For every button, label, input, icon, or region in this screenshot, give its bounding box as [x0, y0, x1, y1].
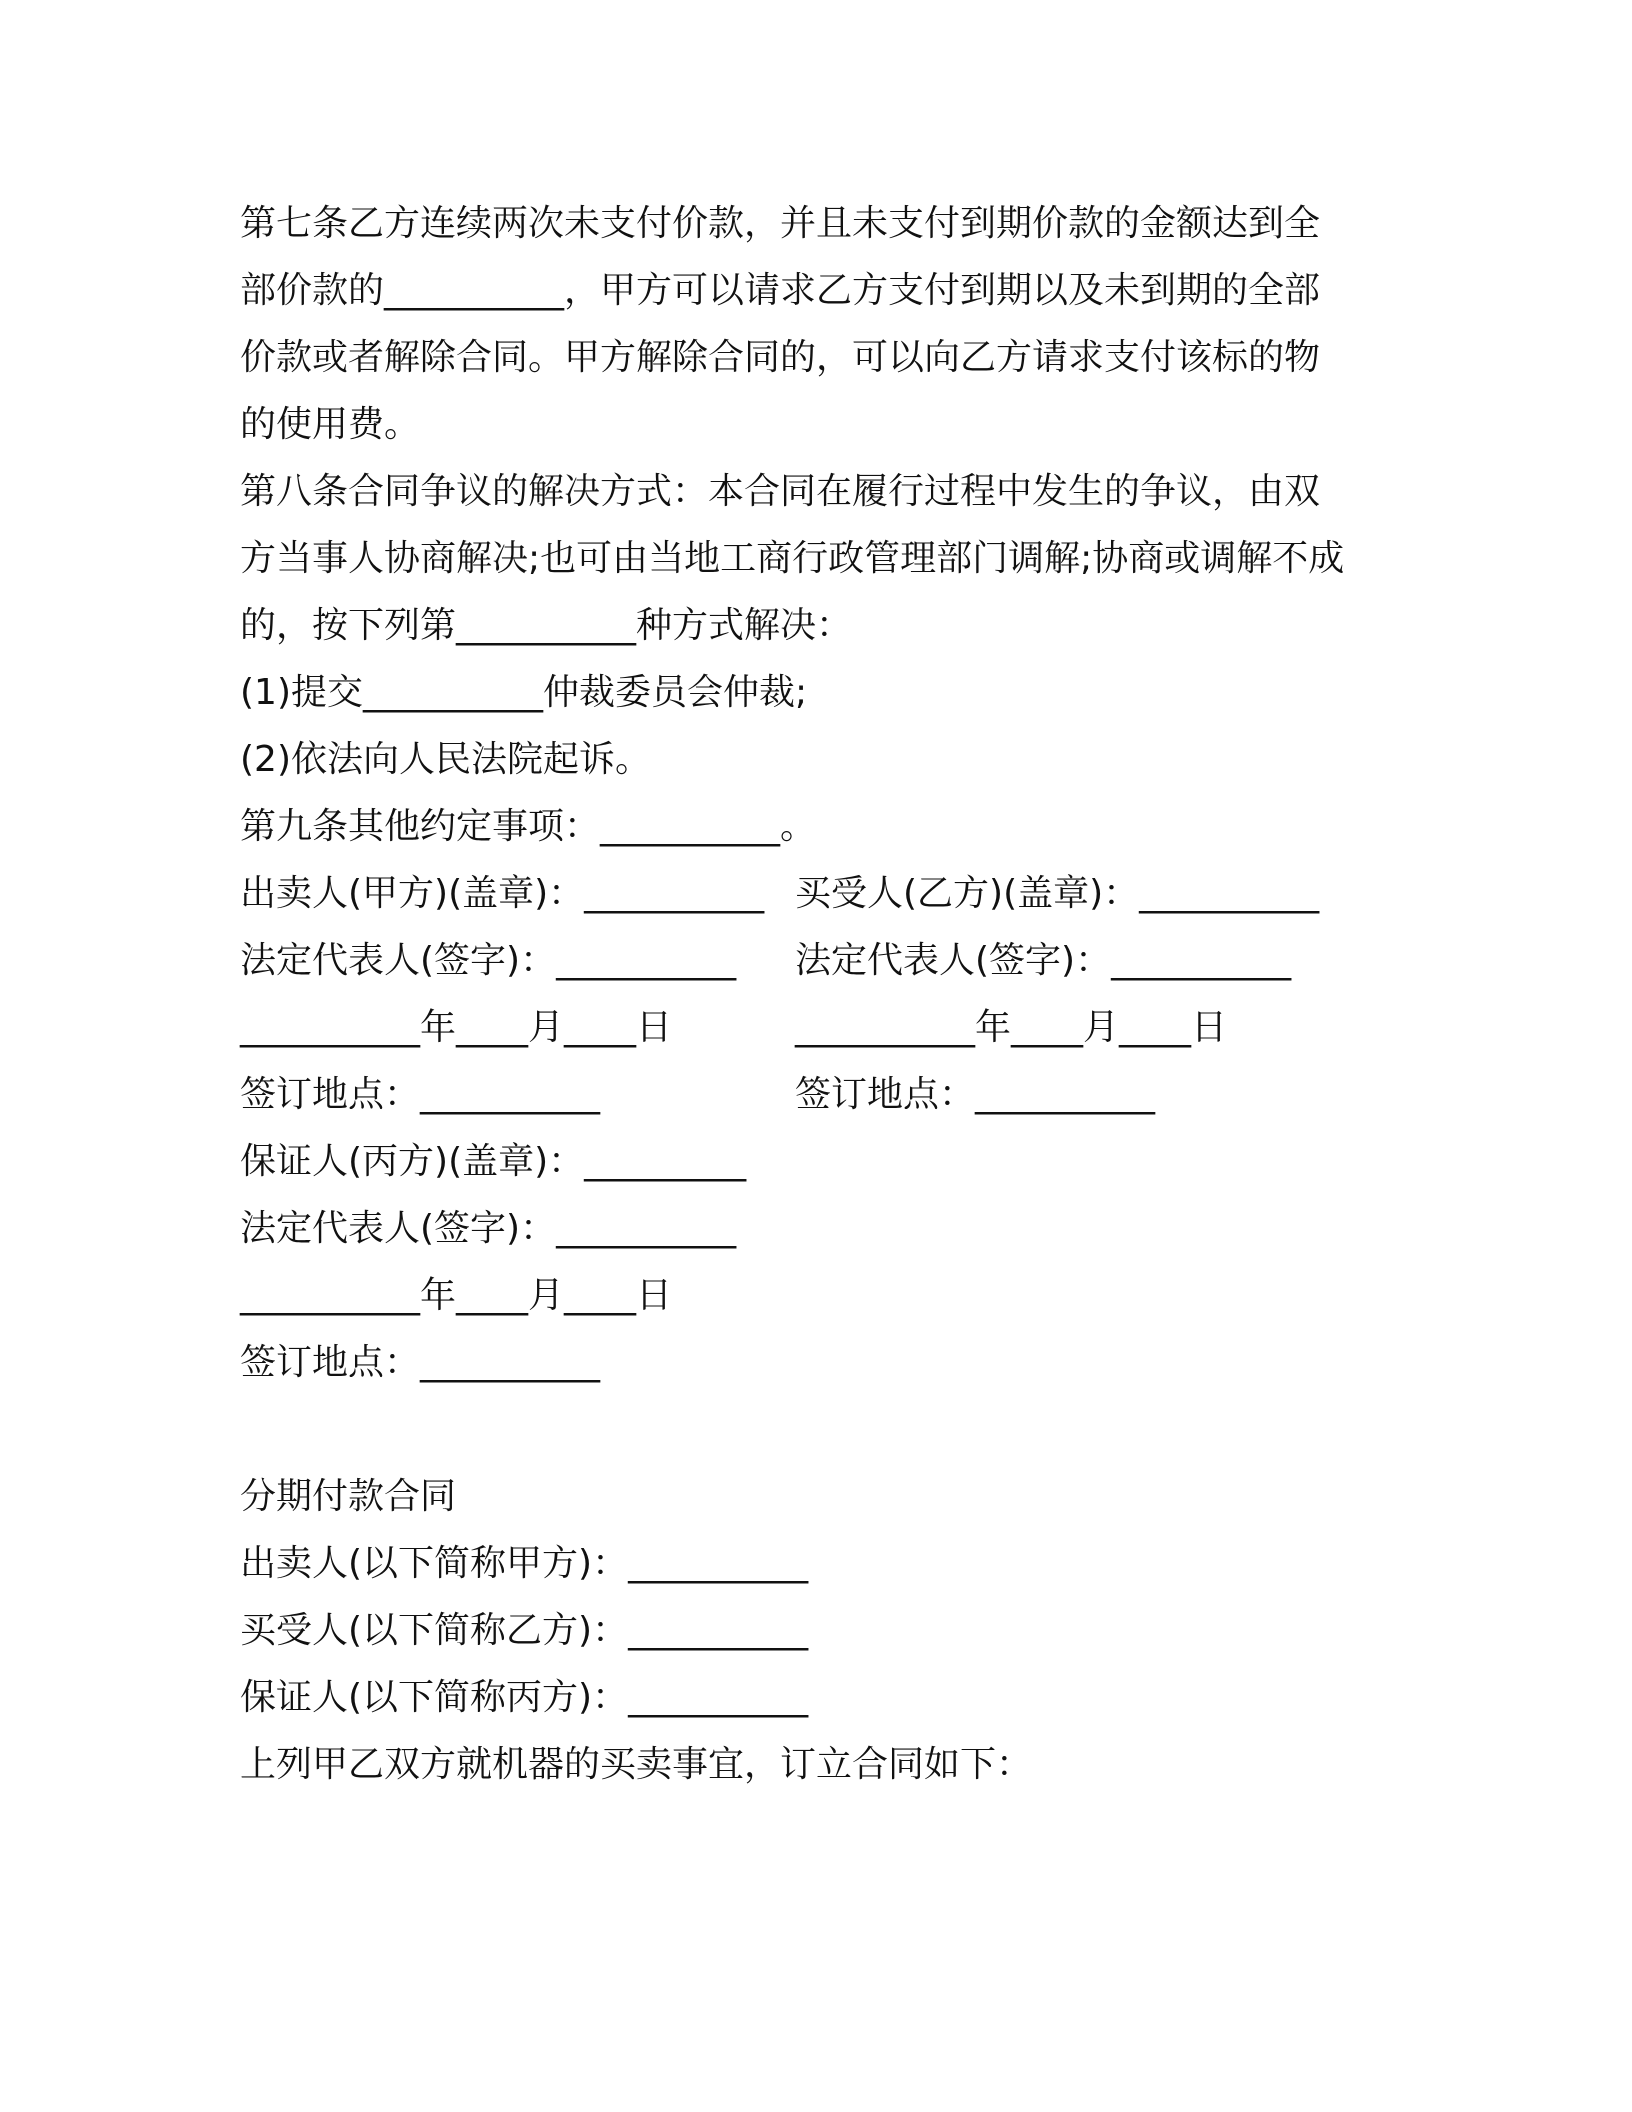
seller-date: __________年____月____日 [240, 1007, 672, 1048]
buyer-rep-label: 法定代表人(签字)：__________ [795, 940, 1292, 981]
contract-intro: 上列甲乙双方就机器的买卖事宜，订立合同如下： [240, 1744, 1033, 1785]
buyer-place: 签订地点：__________ [795, 1074, 1156, 1115]
seller-place: 签订地点：__________ [240, 1074, 601, 1115]
buyer-seal-label: 买受人(乙方)(盖章)：__________ [795, 873, 1320, 914]
article8-line2: 方当事人协商解决;也可由当地工商行政管理部门调解;协商或调解不成 [240, 538, 1345, 579]
guarantor-place: 签订地点：__________ [240, 1342, 601, 1383]
seller-rep-label: 法定代表人(签字)：__________ [240, 940, 737, 981]
article7-line2: 部价款的__________，甲方可以请求乙方支付到期以及未到期的全部 [240, 270, 1321, 311]
section-spacer [240, 1396, 1400, 1463]
article8-line3: 的，按下列第__________种方式解决： [240, 605, 853, 646]
signature-row-rep [240, 927, 1400, 994]
seller-seal-label: 出卖人(甲方)(盖章)：__________ [240, 873, 765, 914]
article7-line1: 第七条乙方连续两次未支付价款，并且未支付到期价款的金额达到全 [240, 203, 1321, 244]
signature-row-date [240, 994, 1400, 1061]
document-body [240, 190, 1400, 1798]
signature-row-place [240, 1061, 1400, 1128]
party-buyer: 买受人(以下简称乙方)：__________ [240, 1610, 809, 1651]
signature-row-seal [240, 860, 1400, 927]
guarantor-seal-label: 保证人(丙方)(盖章)：_________ [240, 1141, 747, 1182]
contract-title: 分期付款合同 [240, 1476, 457, 1517]
article8-line1: 第八条合同争议的解决方式：本合同在履行过程中发生的争议，由双 [240, 471, 1321, 512]
article7-line3: 价款或者解除合同。甲方解除合同的，可以向乙方请求支付该标的物 [240, 337, 1321, 378]
article8-option1: (1)提交__________仲裁委员会仲裁; [240, 672, 808, 713]
guarantor-date: __________年____月____日 [240, 1275, 672, 1316]
article7-line4: 的使用费。 [240, 404, 421, 445]
buyer-date: __________年____月____日 [795, 1007, 1227, 1048]
article8-option2: (2)依法向人民法院起诉。 [240, 739, 651, 780]
guarantor-rep-label: 法定代表人(签字)：__________ [240, 1208, 737, 1249]
party-guarantor: 保证人(以下简称丙方)：__________ [240, 1677, 809, 1718]
party-seller: 出卖人(以下简称甲方)：__________ [240, 1543, 809, 1584]
article9: 第九条其他约定事项：__________。 [240, 806, 817, 847]
